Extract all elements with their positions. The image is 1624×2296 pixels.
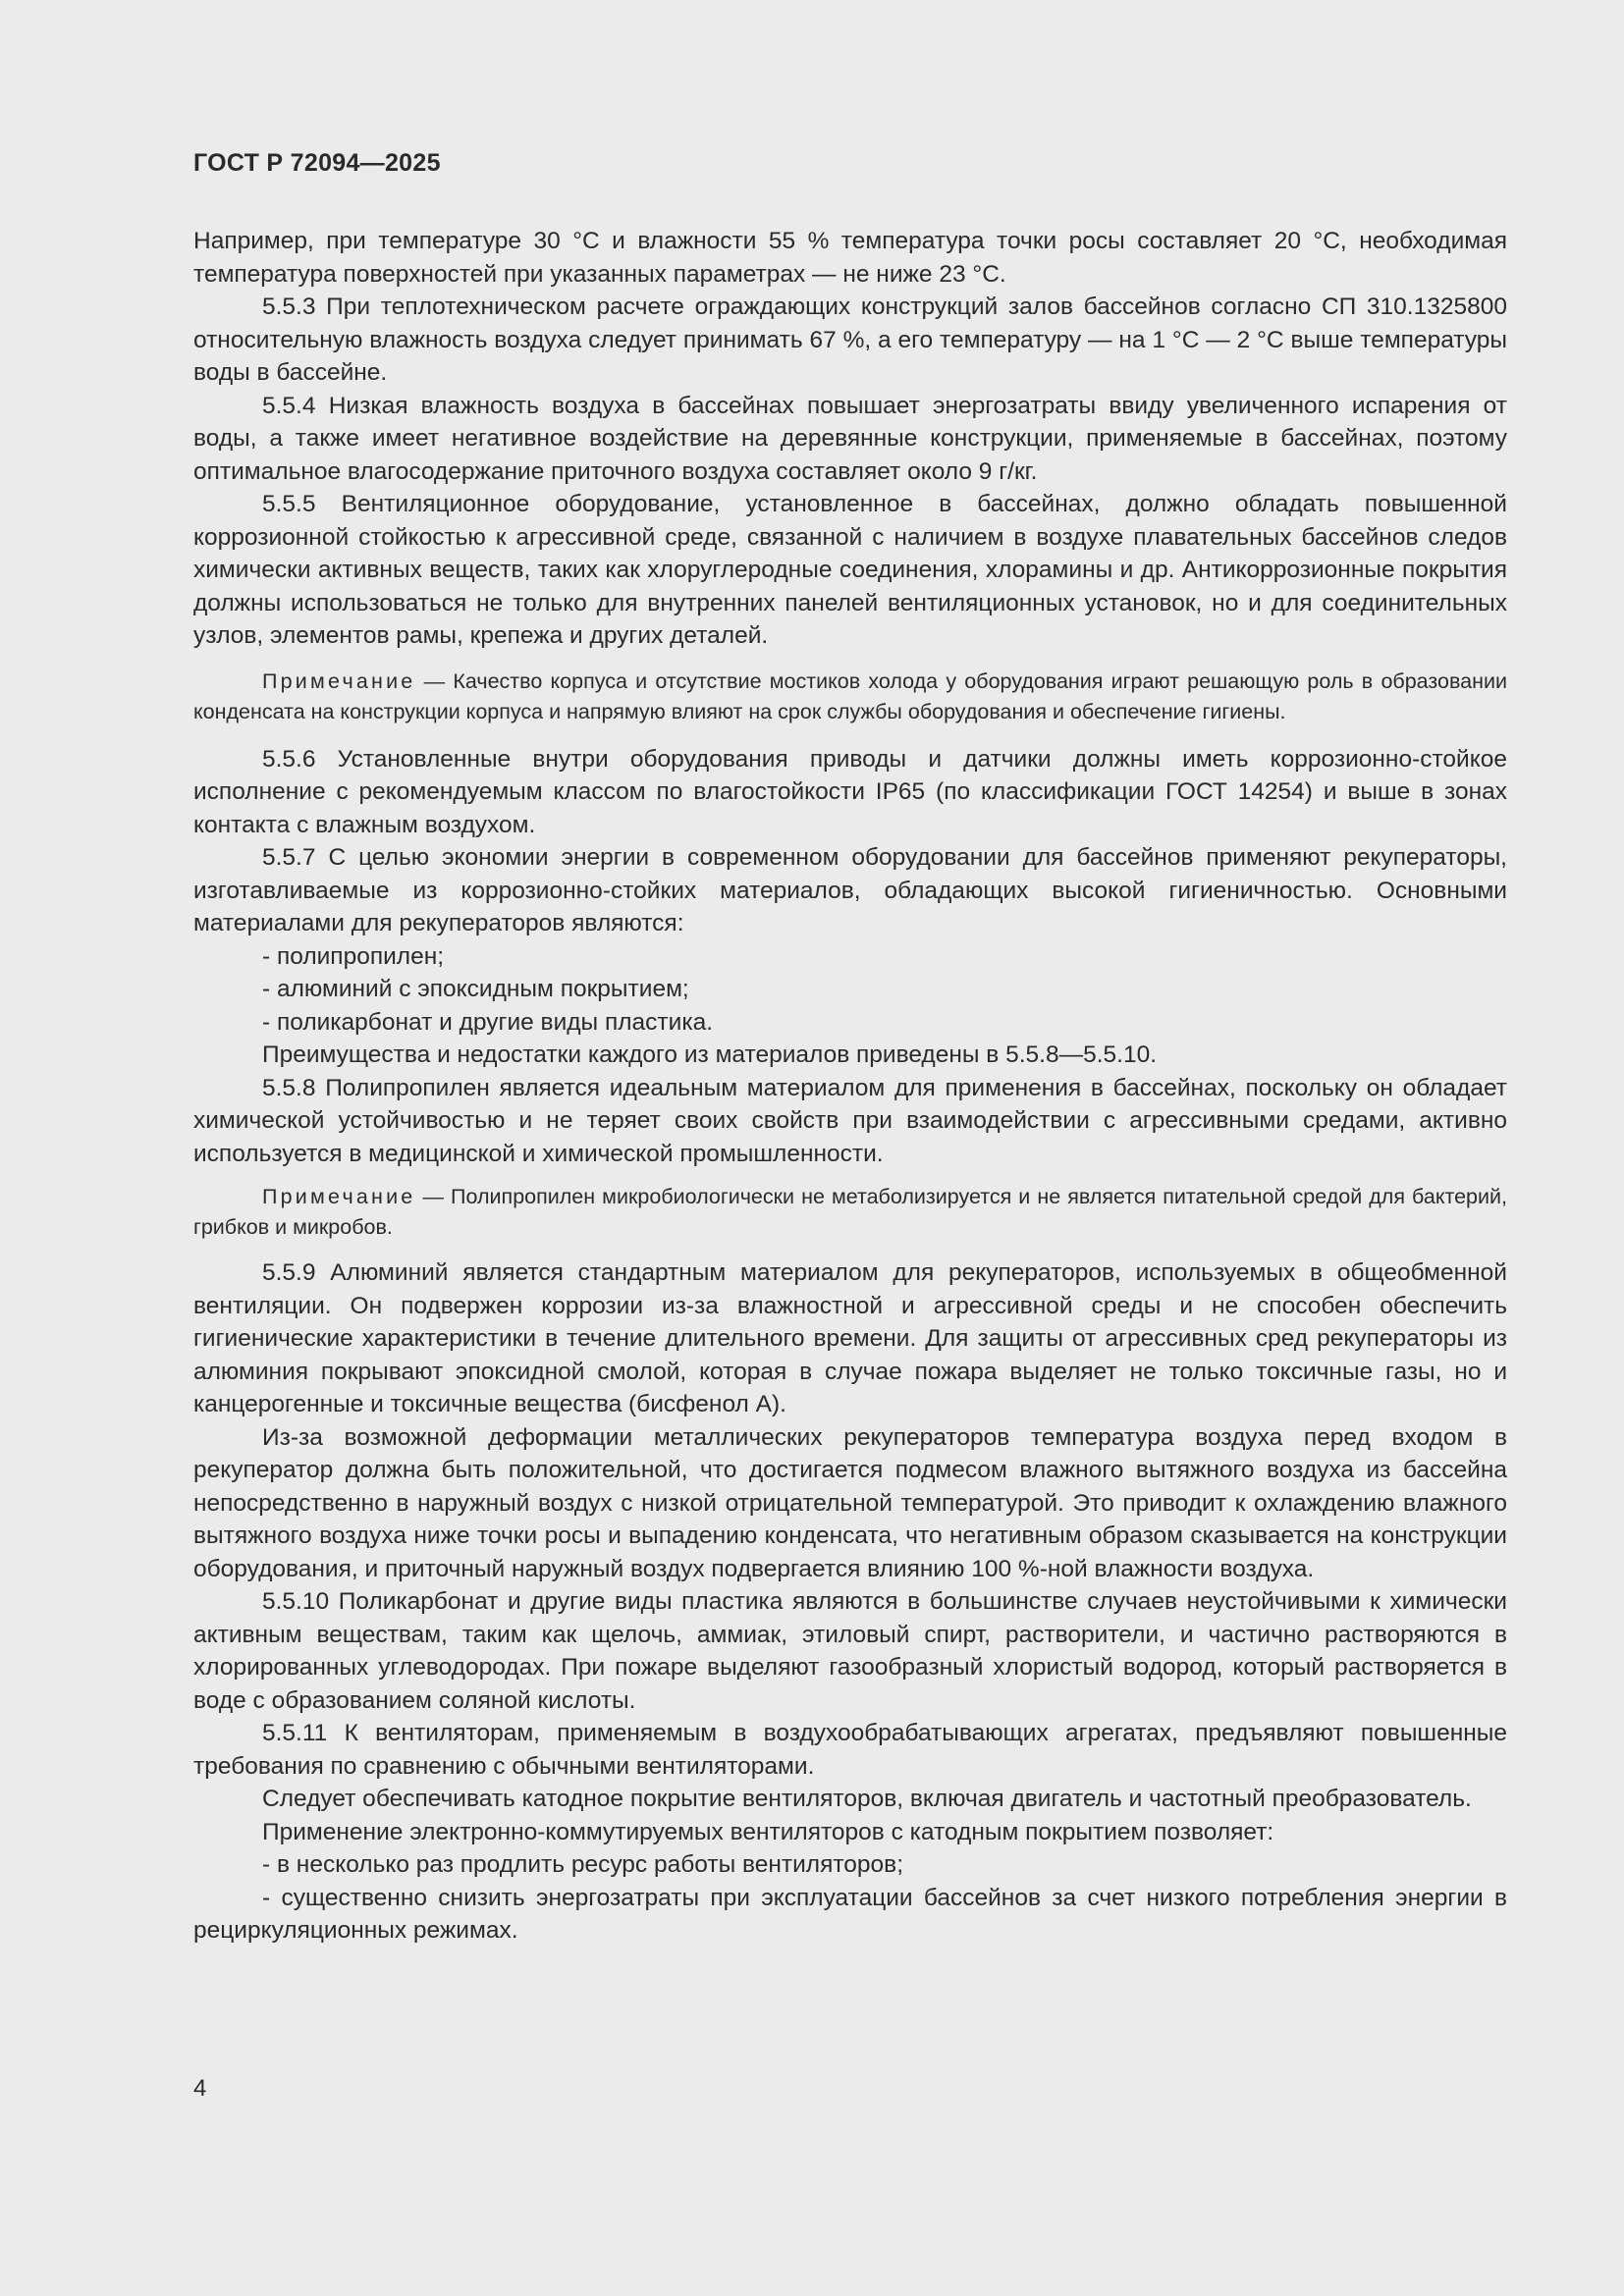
list-item: - алюминий с эпоксидным покрытием;: [262, 976, 689, 1002]
paragraph-5-5-9-deformation: Из-за возможной деформации металлических рекуператоров температура воздуха перед входом в рекуператор должна быть положительной, что достигается подмесом влажного вытяжного воздуха из бассейна непосредственно в наружный воздух с низкой отрицательной температурой. Это приводит к охлаждению влажного вытяжного воздуха ниже точки росы и выпадению конденсата, что негативным образом сказывается на конструкции оборудования, и приточный наружный воздух подвергается влиянию 100 %-ной влажности воздуха.: [193, 1423, 1507, 1582]
note-label: Примечание: [262, 668, 416, 693]
list-item: - полипропилен;: [262, 942, 445, 970]
list-item: - поликарбонат и другие виды пластика.: [262, 1008, 714, 1036]
note-1-text: — Качество корпуса и отсутствие мостиков холода у оборудования играют решающую роль в образовании конденсата на конструкции корпуса и напрямую влияют на срок службы оборудования и обеспечение гигиены.: [193, 668, 1507, 723]
paragraph-5-5-7: 5.5.7 С целью экономии энергии в современном оборудовании для бассейнов применяют рекуператоры, изготавливаемые из коррозионно-стойких материалов, обладающих высокой гигиеничностью. Основными материалами для рекуператоров являются:: [193, 844, 1507, 936]
paragraph-5-5-11-cathode-coating: Следует обеспечивать катодное покрытие вентиляторов, включая двигатель и частотный преобразователь.: [262, 1786, 1472, 1812]
paragraph-5-5-9: 5.5.9 Алюминий является стандартным материалом для рекуператоров, используемых в общеобменной вентиляции. Он подвержен коррозии из-за влажностной и агрессивной среды и не способен обеспечить гигиенические характеристики в течение длительного времени. Для защиты от агрессивных сред рекуператоры из алюминия покрывают эпоксидной смолой, которая в случае пожара выделяет не только токсичные газы, но и канцерогенные и токсичные вещества (бисфенол А).: [193, 1259, 1507, 1417]
paragraph-5-5-6: 5.5.6 Установленные внутри оборудования приводы и датчики должны иметь коррозионно-стойкое исполнение с рекомендуемым классом по влагостойкости IP65 (по классификации ГОСТ 14254) и выше в зонах контакта с влажным воздухом.: [193, 745, 1507, 838]
list-item: - в несколько раз продлить ресурс работы вентиляторов;: [262, 1851, 904, 1878]
note-2: [193, 1182, 1507, 1243]
paragraph-dew-point-example: Например, при температуре 30 °С и влажности 55 % температура точки росы составляет 20 °С, необходимая температура поверхностей при указанных параметрах — не ниже 23 °С.: [193, 228, 1507, 288]
paragraph-5-5-10: 5.5.10 Поликарбонат и другие виды пластика являются в большинстве случаев неустойчивыми к химически активным веществам, таким как щелочь, аммиак, этиловый спирт, растворители, и частично растворяются в хлорированных углеводородах. При пожаре выделяют газообразный хлористый водород, который растворяется в воде с образованием соляной кислоты.: [193, 1588, 1507, 1714]
note-2-text: — Полипропилен микробиологически не метаболизируется и не является питательной средой для бактерий, грибков и микробов.: [193, 1185, 1507, 1239]
paragraph-5-5-4: 5.5.4 Низкая влажность воздуха в бассейнах повышает энергозатраты ввиду увеличенного испарения от воды, а также имеет негативное воздействие на деревянные конструкции, применяемые в бассейнах, поэтому оптимальное влагосодержание приточного воздуха составляет около 9 г/кг.: [193, 392, 1507, 485]
document-body: [193, 225, 1507, 1948]
paragraph-5-5-5: 5.5.5 Вентиляционное оборудование, установленное в бассейнах, должно обладать повышенной коррозионной стойкостью к агрессивной среде, связанной с наличием в воздухе плавательных бассейнов следов химически активных веществ, таких как хлоруглеродные соединения, хлорамины и др. Антикоррозионные покрытия должны использоваться не только для внутренних панелей вентиляционных установок, но и для соединительных узлов, элементов рамы, крепежа и других деталей.: [193, 491, 1507, 649]
paragraph-5-5-8: 5.5.8 Полипропилен является идеальным материалом для применения в бассейнах, поскольку он обладает химической устойчивостью и не теряет своих свойств при взаимодействии с агрессивными средами, активно используется в медицинской и химической промышленности.: [193, 1074, 1507, 1167]
paragraph-5-5-11-ec-fans: Применение электронно-коммутируемых вентиляторов с катодным покрытием позволяет:: [262, 1818, 1274, 1845]
note-label: Примечание: [262, 1185, 416, 1208]
paragraph-5-5-7-advantages: Преимущества и недостатки каждого из материалов приведены в 5.5.8—5.5.10.: [262, 1041, 1158, 1068]
page-number: 4: [193, 2075, 207, 2102]
document-code-header: ГОСТ Р 72094—2025: [193, 149, 441, 177]
paragraph-5-5-11: 5.5.11 К вентиляторам, применяемым в воздухообрабатывающих агрегатах, предъявляют повышенные требования по сравнению с обычными вентиляторами.: [193, 1720, 1507, 1780]
paragraph-5-5-3: 5.5.3 При теплотехническом расчете ограждающих конструкций залов бассейнов согласно СП 310.1325800 относительную влажность воздуха следует принимать 67 %, а его температуру — на 1 °С — 2 °С выше температуры воды в бассейне.: [193, 294, 1507, 386]
note-1: [193, 667, 1507, 727]
list-item: - существенно снизить энергозатраты при эксплуатации бассейнов за счет низкого потребления энергии в рециркуляционных режимах.: [193, 1884, 1507, 1944]
